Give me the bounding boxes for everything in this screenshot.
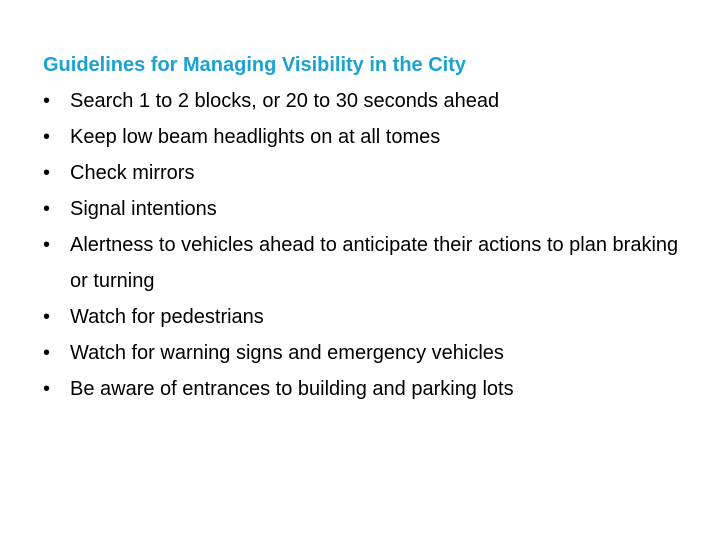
bullet-item-warning-signs: [43, 335, 683, 371]
bullet-text: Check mirrors: [70, 162, 195, 184]
bullet-icon: •: [43, 126, 51, 148]
bullet-item-search-ahead: [43, 83, 683, 119]
bullet-text: Signal intentions: [70, 198, 217, 220]
slide-content: [43, 47, 683, 407]
bullet-icon: •: [43, 198, 51, 220]
bullet-item-entrances: [43, 371, 683, 407]
bullet-text: Watch for warning signs and emergency vehicles: [70, 342, 504, 364]
bullet-item-alertness: [43, 227, 683, 299]
bullet-text: Search 1 to 2 blocks, or 20 to 30 seconds ahead: [70, 90, 500, 112]
bullet-item-low-beam: [43, 119, 683, 155]
bullet-item-check-mirrors: [43, 155, 683, 191]
bullet-icon: •: [43, 234, 51, 256]
bullet-item-signal-intentions: [43, 191, 683, 227]
bullet-icon: •: [43, 306, 51, 328]
bullet-item-pedestrians: [43, 299, 683, 335]
slide-title: Guidelines for Managing Visibility in the City: [43, 54, 467, 76]
bullet-text: Be aware of entrances to building and parking lots: [70, 378, 514, 400]
bullet-icon: •: [43, 162, 51, 184]
bullet-text: Watch for pedestrians: [70, 306, 264, 328]
bullet-text: Keep low beam headlights on at all tomes: [70, 126, 441, 148]
bullet-icon: •: [43, 90, 51, 112]
bullet-text: Alertness to vehicles ahead to anticipate their actions to plan braking or turning: [70, 234, 679, 292]
bullet-icon: •: [43, 342, 51, 364]
bullet-icon: •: [43, 378, 51, 400]
bullet-list: [43, 83, 683, 407]
